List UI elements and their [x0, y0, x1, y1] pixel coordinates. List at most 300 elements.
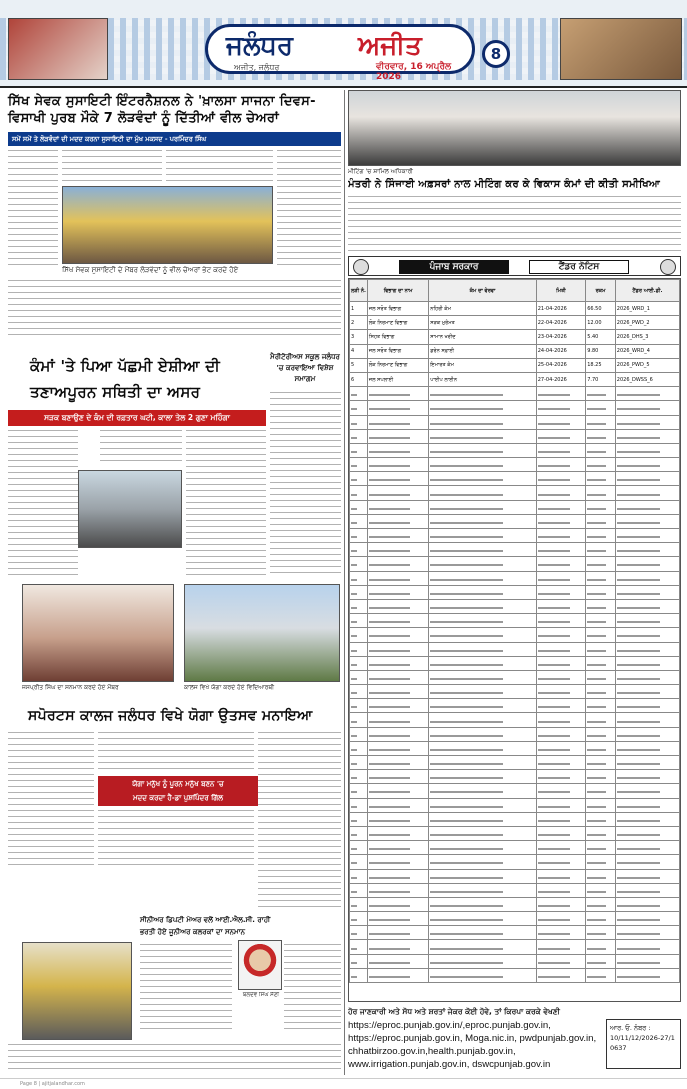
tender-cell-filler [615, 543, 679, 557]
tender-cell-filler [586, 443, 616, 457]
masthead-photo-left [8, 18, 108, 80]
tender-cell-filler [367, 798, 428, 812]
tender-cell-filler [350, 401, 368, 415]
tender-cell: 5.40 [586, 330, 616, 344]
tender-cell-filler [367, 543, 428, 557]
tender-col-amount: ਰਕਮ [586, 280, 616, 302]
tender-row-filler [350, 968, 680, 982]
tender-cell-filler [350, 415, 368, 429]
story3-photo-left-caption: ਜਸਪ੍ਰੀਤ ਸਿੰਘ ਦਾ ਸਨਮਾਨ ਕਰਦੇ ਹੋਏ ਮੈਂਬਰ [22, 684, 119, 691]
story3-photo-left [22, 584, 174, 682]
tender-cell: ਜਲ ਸਪਲਾਈ [367, 372, 428, 386]
tender-cell-filler [367, 940, 428, 954]
tender-cell-filler [536, 500, 585, 514]
tender-cell-filler [350, 926, 368, 940]
tender-row-filler [350, 585, 680, 599]
tender-cell-filler [367, 727, 428, 741]
story1-text-bottom [8, 280, 341, 340]
tender-cell-filler [536, 770, 585, 784]
tender-cell-filler [429, 869, 536, 883]
tender-cell-filler [367, 401, 428, 415]
tender-cell-filler [350, 897, 368, 911]
tender-cell-filler [586, 401, 616, 415]
story3-redbox-line2: ਮਦਦ ਕਰਦਾ ਹੈ-ਡਾ ਪੁਸ਼ਪਿੰਦਰ ਗਿੱਲ [133, 794, 223, 802]
tender-cell: 2026_DWSS_6 [615, 372, 679, 386]
tender-cell: 1 [350, 302, 368, 316]
tender-cell-filler [429, 798, 536, 812]
tender-cell-filler [350, 387, 368, 401]
tender-cell-filler [536, 812, 585, 826]
tender-cell-filler [367, 415, 428, 429]
story3-text-col3 [258, 732, 341, 912]
tender-cell: ਡਰੇਨ ਸਫ਼ਾਈ [429, 344, 536, 358]
masthead-photo-right [560, 18, 682, 80]
tender-cell-filler [536, 940, 585, 954]
tender-row [350, 316, 680, 330]
tender-cell-filler [350, 940, 368, 954]
tender-cell: ਸਾਮਾਨ ਖਰੀਦ [429, 330, 536, 344]
tender-cell: 7.70 [586, 372, 616, 386]
tender-row-filler [350, 429, 680, 443]
story2-text-col1 [8, 430, 78, 576]
tender-cell-filler [367, 458, 428, 472]
tender-cell-filler [536, 883, 585, 897]
tender-row-filler [350, 812, 680, 826]
tender-cell-filler [615, 486, 679, 500]
tender-col-work: ਕੰਮ ਦਾ ਵੇਰਵਾ [429, 280, 536, 302]
tender-cell-filler [367, 912, 428, 926]
tender-cell-filler [536, 387, 585, 401]
tender-row-filler [350, 841, 680, 855]
tender-url-1[interactable]: https://eproc.punjab.gov.in/,eproc.punjab.gov.in, [348, 1020, 551, 1031]
tender-row-filler [350, 458, 680, 472]
tender-cell: ਇਮਾਰਤ ਕੰਮ [429, 358, 536, 372]
tender-cell-filler [586, 770, 616, 784]
tender-cell-filler [615, 443, 679, 457]
tender-cell-filler [615, 869, 679, 883]
tender-cell-filler [586, 614, 616, 628]
tender-cell-filler [586, 429, 616, 443]
masthead-date: ਵੀਰਵਾਰ, 16 ਅਪ੍ਰੈਲ 2026 [376, 62, 452, 82]
tender-cell-filler [429, 443, 536, 457]
tender-row [350, 344, 680, 358]
tender-cell-filler [536, 727, 585, 741]
story2-text-col2 [100, 430, 182, 466]
tender-cell-filler [586, 741, 616, 755]
tender-cell-filler [429, 585, 536, 599]
tender-cell-filler [350, 968, 368, 982]
tender-cell-filler [350, 486, 368, 500]
tender-cell: 3 [350, 330, 368, 344]
tender-contact-line: ਹੋਰ ਜਾਣਕਾਰੀ ਅਤੇ ਸੋਧ ਅਤੇ ਸ਼ਰਤਾਂ ਜੇਕਰ ਕੋਈ ਹੋਵੇ, ਤਾਂ ਕਿਰਪਾ ਕਰਕੇ ਵੇਖਣੀ [348, 1007, 560, 1016]
tender-cell-filler [586, 486, 616, 500]
tender-cell: 66.50 [586, 302, 616, 316]
tender-cell-filler [367, 529, 428, 543]
tender-cell-filler [367, 628, 428, 642]
tender-cell-filler [615, 883, 679, 897]
tender-cell-filler [429, 784, 536, 798]
tender-cell-filler [350, 585, 368, 599]
tender-cell-filler [615, 812, 679, 826]
tender-cell-filler [536, 443, 585, 457]
tender-cell-filler [615, 656, 679, 670]
tender-row-filler [350, 443, 680, 457]
tender-cell: 18.25 [586, 358, 616, 372]
story3-sub2-line1: ਸੀਨੀਅਰ ਡਿਪਟੀ ਮੇਅਰ ਵਲੋਂ ਆਈ.ਐਲ.ਸੀ. ਰਾਹੀਂ [140, 916, 271, 924]
tender-cell: 2026_WRD_1 [615, 302, 679, 316]
tender-cell-filler [350, 571, 368, 585]
tender-row-filler [350, 387, 680, 401]
tender-cell-filler [350, 599, 368, 613]
tender-col-id: ਟੈਂਡਰ ਆਈ.ਡੀ. [615, 280, 679, 302]
tender-cell-filler [367, 429, 428, 443]
tender-cell-filler [536, 926, 585, 940]
tender-cell-filler [536, 514, 585, 528]
tender-table-wrap [348, 278, 681, 1002]
tender-cell-filler [615, 614, 679, 628]
tender-cell-filler [586, 826, 616, 840]
tender-cell-filler [429, 401, 536, 415]
tender-cell-filler [586, 812, 616, 826]
tender-row-filler [350, 415, 680, 429]
tender-cell-filler [536, 968, 585, 982]
tender-cell-filler [367, 869, 428, 883]
tender-cell-filler [350, 756, 368, 770]
tender-cell-filler [350, 514, 368, 528]
tender-cell-filler [367, 486, 428, 500]
tender-cell-filler [536, 628, 585, 642]
tender-cell: 2026_WRD_4 [615, 344, 679, 358]
tender-cell-filler [536, 699, 585, 713]
tender-row-filler [350, 826, 680, 840]
tender-cell-filler [586, 869, 616, 883]
ro-number-value: 10/11/12/2026-27/10637 [610, 1034, 675, 1052]
tender-cell-filler [429, 741, 536, 755]
story1-text-col4 [277, 150, 341, 268]
tender-cell-filler [615, 798, 679, 812]
tender-cell-filler [615, 415, 679, 429]
tender-cell-filler [350, 685, 368, 699]
tender-cell-filler [350, 699, 368, 713]
tender-cell-filler [367, 756, 428, 770]
tender-cell-filler [429, 458, 536, 472]
story1-photo [62, 186, 273, 264]
story3-redbox [98, 776, 258, 806]
tender-cell-filler [615, 670, 679, 684]
tender-cell-filler [586, 599, 616, 613]
tender-cell-filler [367, 500, 428, 514]
tender-cell: 6 [350, 372, 368, 386]
tender-cell-filler [367, 713, 428, 727]
tender-cell-filler [429, 926, 536, 940]
meeting-photo-caption: ਮੀਟਿੰਗ 'ਚ ਸ਼ਾਮਿਲ ਅਧਿਕਾਰੀ [348, 168, 413, 175]
tender-cell-filler [536, 841, 585, 855]
tender-cell-filler [536, 670, 585, 684]
tender-cell-filler [429, 940, 536, 954]
tender-cell-filler [350, 557, 368, 571]
tender-cell-filler [350, 912, 368, 926]
tender-cell-filler [615, 855, 679, 869]
masthead-logo [205, 24, 475, 82]
tender-cell-filler [350, 883, 368, 897]
tender-cell-filler [350, 869, 368, 883]
tender-cell-filler [536, 685, 585, 699]
tender-cell-filler [350, 458, 368, 472]
emblem-right-icon [660, 259, 676, 275]
tender-row-filler [350, 784, 680, 798]
tender-cell: 25-04-2026 [536, 358, 585, 372]
ro-number-label: ਆਰ. ਓ. ਨੰਬਰ : [610, 1024, 651, 1032]
tender-cell-filler [536, 458, 585, 472]
tender-cell-filler [615, 926, 679, 940]
story3-text-col1 [8, 732, 94, 866]
tender-cell-filler [536, 401, 585, 415]
tender-cell-filler [350, 784, 368, 798]
tender-url-2[interactable]: https://eproc.punjab.gov.in, Moga.nic.in, pwdpunjab.gov.in, [348, 1033, 597, 1044]
tender-row-filler [350, 514, 680, 528]
tender-cell-filler [586, 642, 616, 656]
tender-cell-filler [615, 713, 679, 727]
tender-cell-filler [615, 500, 679, 514]
tender-cell-filler [350, 841, 368, 855]
tender-cell-filler [536, 713, 585, 727]
tender-url-4[interactable]: www.irrigation.punjab.gov.in, dswcpunjab.gov.in [348, 1059, 551, 1070]
tender-cell-filler [367, 855, 428, 869]
tender-cell-filler [615, 429, 679, 443]
tender-row-filler [350, 869, 680, 883]
tender-cell-filler [429, 571, 536, 585]
tender-cell-filler [615, 841, 679, 855]
tender-cell-filler [367, 387, 428, 401]
tender-cell-filler [536, 869, 585, 883]
tender-cell-filler [429, 770, 536, 784]
tender-row [350, 330, 680, 344]
tender-cell-filler [536, 784, 585, 798]
story3-photo-mid-caption: ਕਾਲਜ ਵਿਖੇ ਯੋਗਾ ਕਰਦੇ ਹੋਏ ਵਿਦਿਆਰਥੀ [184, 684, 275, 691]
tender-cell-filler [615, 571, 679, 585]
tender-cell-filler [429, 897, 536, 911]
tender-cell-filler [429, 642, 536, 656]
tender-row-filler [350, 756, 680, 770]
tender-cell-filler [536, 897, 585, 911]
meeting-photo [348, 90, 681, 166]
story3-redbox-line1: ਯੋਗਾ ਮਨੁੱਖ ਨੂੰ ਪੂਰਨ ਮਨੁੱਖ ਬਣਨ 'ਚ [132, 780, 224, 788]
tender-cell-filler [586, 883, 616, 897]
story3-text-bottom [8, 1044, 341, 1072]
tender-cell-filler [367, 784, 428, 798]
tender-cell-filler [615, 472, 679, 486]
tender-cell-filler [367, 685, 428, 699]
tender-cell-filler [536, 599, 585, 613]
tender-cell-filler [615, 770, 679, 784]
tender-cell-filler [536, 571, 585, 585]
tender-cell-filler [615, 387, 679, 401]
story1-headline-line1: ਸਿੱਖ ਸੇਵਕ ਸੁਸਾਇਟੀ ਇੰਟਰਨੈਸ਼ਨਲ ਨੇ 'ਖ਼ਾਲਸਾ ਸਾਜਨਾ ਦਿਵਸ- [8, 94, 316, 109]
tender-row-filler [350, 713, 680, 727]
tender-gov-label: ਪੰਜਾਬ ਸਰਕਾਰ [399, 260, 509, 274]
tender-cell-filler [350, 954, 368, 968]
tender-cell-filler [586, 585, 616, 599]
tender-cell-filler [367, 557, 428, 571]
tender-row-filler [350, 727, 680, 741]
tender-cell: ਜਲ ਸਰੋਤ ਵਿਭਾਗ [367, 302, 428, 316]
story2-text-col3 [186, 430, 266, 576]
tender-cell-filler [536, 656, 585, 670]
tender-cell-filler [429, 415, 536, 429]
tender-cell-filler [350, 812, 368, 826]
tender-row-filler [350, 628, 680, 642]
tender-cell-filler [536, 472, 585, 486]
tender-cell-filler [615, 968, 679, 982]
right-headline: ਮੰਤਰੀ ਨੇ ਸਿੰਜਾਈ ਅਫ਼ਸਰਾਂ ਨਾਲ ਮੀਟਿੰਗ ਕਰ ਕੇ ਵਿਕਾਸ ਕੰਮਾਂ ਦੀ ਕੀਤੀ ਸਮੀਖਿਆ [348, 179, 661, 190]
tender-cell-filler [350, 670, 368, 684]
tender-cell-filler [367, 614, 428, 628]
tender-table-header [350, 280, 680, 302]
tender-cell-filler [367, 599, 428, 613]
tender-cell-filler [536, 585, 585, 599]
tender-cell-filler [536, 614, 585, 628]
tender-cell-filler [429, 699, 536, 713]
tender-cell-filler [536, 798, 585, 812]
tender-cell: 9.80 [586, 344, 616, 358]
tender-cell-filler [429, 756, 536, 770]
tender-cell: 2026_DHS_3 [615, 330, 679, 344]
tender-cell-filler [586, 557, 616, 571]
tender-cell: 2 [350, 316, 368, 330]
tender-cell-filler [367, 826, 428, 840]
story3-text-col5 [284, 944, 341, 1034]
tender-cell: 23-04-2026 [536, 330, 585, 344]
tender-row-filler [350, 912, 680, 926]
tender-cell-filler [429, 713, 536, 727]
tender-cell-filler [350, 628, 368, 642]
tender-cell-filler [367, 670, 428, 684]
tender-cell-filler [429, 685, 536, 699]
tender-cell-filler [429, 387, 536, 401]
person-photo [238, 940, 282, 990]
tender-cell-filler [586, 628, 616, 642]
tender-cell-filler [429, 656, 536, 670]
tender-cell-filler [429, 599, 536, 613]
tender-cell-filler [429, 529, 536, 543]
tender-cell-filler [586, 727, 616, 741]
tender-cell-filler [429, 841, 536, 855]
tender-cell-filler [615, 912, 679, 926]
tender-cell-filler [536, 855, 585, 869]
masthead-title-paper: ਅਜੀਤ [358, 31, 422, 61]
story3-headline: ਸਪੋਰਟਸ ਕਾਲਜ ਜਲੰਧਰ ਵਿਖੇ ਯੋਗਾ ਉਤਸਵ ਮਨਾਇਆ [28, 708, 313, 724]
tender-cell: ਸਿਹਤ ਵਿਭਾਗ [367, 330, 428, 344]
tender-cell-filler [586, 855, 616, 869]
story1-headline-line2: ਵਿਸਾਖੀ ਪੁਰਬ ਮੌਕੇ 7 ਲੋੜਵੰਦਾਂ ਨੂੰ ਦਿੱਤੀਆਂ ਵੀਲ ਚੇਅਰਾਂ [8, 111, 279, 126]
tender-cell-filler [586, 798, 616, 812]
ro-number-box [606, 1019, 681, 1069]
tender-row-filler [350, 685, 680, 699]
tender-cell-filler [350, 656, 368, 670]
tender-cell-filler [586, 954, 616, 968]
tender-cell-filler [367, 841, 428, 855]
tender-cell-filler [350, 614, 368, 628]
tender-row [350, 372, 680, 386]
tender-row-filler [350, 486, 680, 500]
tender-cell-filler [350, 472, 368, 486]
tender-cell-filler [429, 514, 536, 528]
tender-row-filler [350, 500, 680, 514]
tender-cell-filler [367, 585, 428, 599]
tender-cell-filler [615, 585, 679, 599]
tender-cell-filler [367, 741, 428, 755]
tender-cell-filler [615, 599, 679, 613]
tender-cell-filler [350, 798, 368, 812]
tender-cell-filler [615, 940, 679, 954]
tender-url-3[interactable]: chhatbirzoo.gov.in,health.punjab.gov.in, [348, 1046, 516, 1057]
tender-row-filler [350, 529, 680, 543]
tender-row-filler [350, 557, 680, 571]
tender-cell-filler [367, 926, 428, 940]
tender-row [350, 358, 680, 372]
story3-photo-bottom [22, 942, 132, 1040]
tender-cell-filler [367, 571, 428, 585]
story3-sub2-line2: ਭਰਤੀ ਹੋਏ ਜੂਨੀਅਰ ਕਲਰਕਾਂ ਦਾ ਸਨਮਾਨ [140, 928, 246, 936]
tender-cell-filler [350, 443, 368, 457]
tender-cell: 2026_PWD_2 [615, 316, 679, 330]
tender-cell-filler [586, 387, 616, 401]
tender-cell-filler [615, 699, 679, 713]
tender-cell-filler [586, 756, 616, 770]
story2-side-headline: ਮੈਰੀਟੋਰੀਅਸ ਸਕੂਲ ਜਲੰਧਰ 'ਚ ਕਰਵਾਇਆ ਵਿਸ਼ੇਸ਼ ਸਮਾਗਮ [270, 353, 340, 383]
tender-cell-filler [350, 429, 368, 443]
tender-cell-filler [536, 756, 585, 770]
tender-cell-filler [586, 841, 616, 855]
tender-cell-filler [350, 642, 368, 656]
tender-cell-filler [350, 713, 368, 727]
tender-cell-filler [536, 529, 585, 543]
tender-row-filler [350, 401, 680, 415]
tender-row-filler [350, 543, 680, 557]
story2-side-text [270, 392, 341, 578]
tender-cell-filler [586, 670, 616, 684]
tender-cell-filler [586, 458, 616, 472]
story3-photo-yoga [184, 584, 340, 682]
tender-cell: ਸੜਕ ਮੁਰੰਮਤ [429, 316, 536, 330]
tender-cell-filler [350, 855, 368, 869]
tender-cell-filler [615, 685, 679, 699]
tender-row-filler [350, 926, 680, 940]
tender-col-date: ਮਿਤੀ [536, 280, 585, 302]
emblem-left-icon [353, 259, 369, 275]
tender-cell: 5 [350, 358, 368, 372]
tender-row-filler [350, 798, 680, 812]
tender-cell-filler [350, 500, 368, 514]
tender-row-filler [350, 883, 680, 897]
tender-cell: ਪਾਈਪ ਲਾਈਨ [429, 372, 536, 386]
tender-cell: ਲੋਕ ਨਿਰਮਾਣ ਵਿਭਾਗ [367, 358, 428, 372]
tender-cell-filler [429, 826, 536, 840]
tender-row-filler [350, 770, 680, 784]
tender-col-sr: ਲੜੀ ਨੰ. [350, 280, 368, 302]
tender-cell-filler [429, 472, 536, 486]
tender-cell-filler [586, 656, 616, 670]
person-caption: ਬਲਦੇਵ ਸਿੰਘ ਸੈਣੀ [242, 992, 280, 998]
story1-text-col2 [62, 150, 162, 182]
tender-cell-filler [367, 812, 428, 826]
tender-cell-filler [350, 529, 368, 543]
tender-cell-filler [536, 954, 585, 968]
tender-cell-filler [429, 429, 536, 443]
story2-redbar: ਸੜਕ ਬਣਾਉਣ ਦੇ ਕੰਮ ਦੀ ਰਫ਼ਤਾਰ ਘਟੀ, ਕਾਲਾ ਤੇਲ 2 ਗੁਣਾ ਮਹਿੰਗਾ [8, 410, 266, 426]
tender-cell-filler [586, 912, 616, 926]
tender-cell: 24-04-2026 [536, 344, 585, 358]
